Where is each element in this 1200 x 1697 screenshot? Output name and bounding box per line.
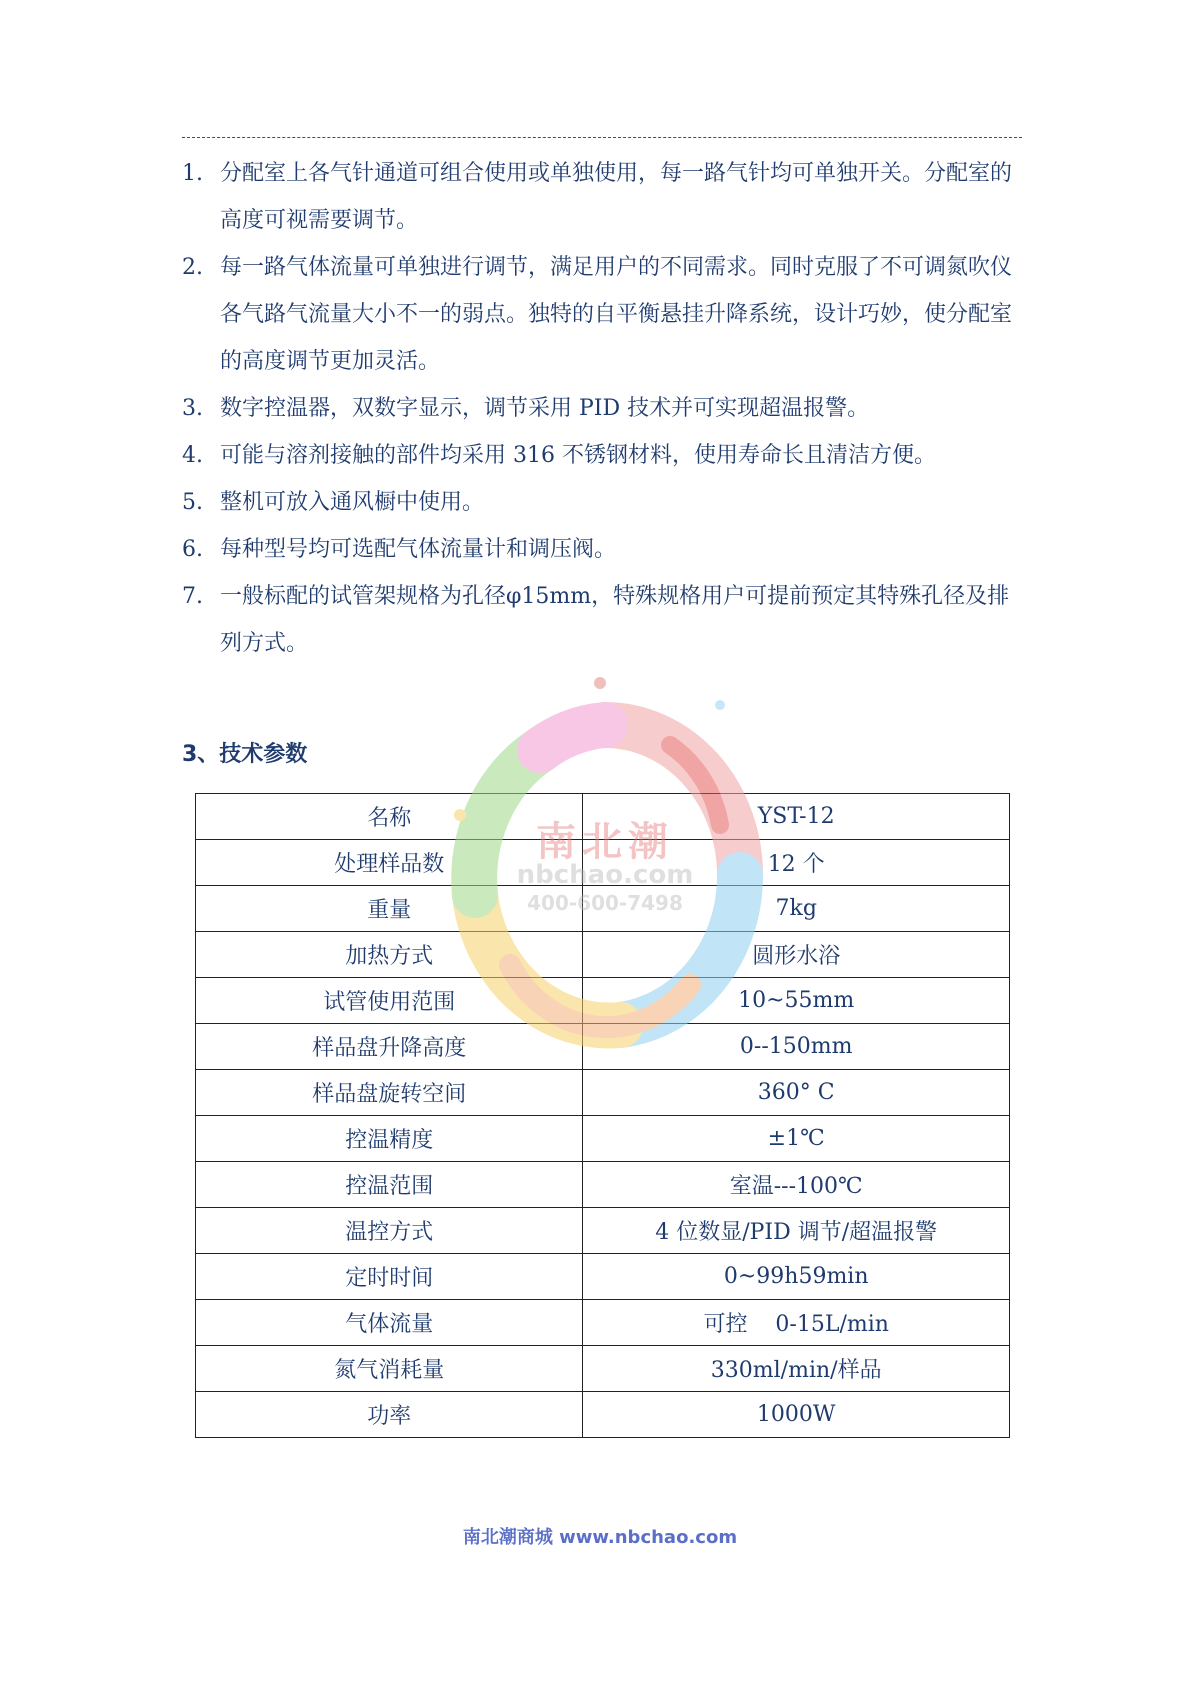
param-value: 可控 0-15L/min <box>583 1300 1010 1346</box>
table-row <box>196 1300 1010 1346</box>
param-name: 定时时间 <box>196 1254 583 1300</box>
param-value: 330ml/min/样品 <box>583 1346 1010 1392</box>
footer-text[interactable]: 南北潮商城 www.nbchao.com <box>462 1527 738 1548</box>
feature-list <box>182 150 1027 667</box>
table-row <box>196 1392 1010 1438</box>
param-name: 样品盘升降高度 <box>196 1024 583 1070</box>
table-row <box>196 1070 1010 1116</box>
param-value: 7kg <box>583 886 1010 932</box>
tech-params-table <box>195 793 1010 1438</box>
table-row <box>196 1116 1010 1162</box>
param-name: 控温范围 <box>196 1162 583 1208</box>
section-title: 3、技术参数 <box>182 742 308 767</box>
table-row <box>196 1208 1010 1254</box>
feature-number: 3. <box>182 396 203 421</box>
param-value: 10~55mm <box>583 978 1010 1024</box>
watermark-url: nbchao.com <box>516 860 694 890</box>
feature-item <box>182 385 1027 432</box>
table-row <box>196 1254 1010 1300</box>
param-value: ±1℃ <box>583 1116 1010 1162</box>
feature-item <box>182 150 1027 244</box>
param-name: 名称 <box>196 794 583 840</box>
feature-number: 6. <box>182 537 203 562</box>
feature-item <box>182 479 1027 526</box>
table-row <box>196 1346 1010 1392</box>
feature-number: 4. <box>182 443 203 468</box>
param-value: 0--150mm <box>583 1024 1010 1070</box>
feature-text: 每种型号均可选配气体流量计和调压阀。 <box>220 537 617 562</box>
feature-number: 2. <box>182 255 203 280</box>
param-value: 1000W <box>583 1392 1010 1438</box>
param-value: 4 位数显/PID 调节/超温报警 <box>583 1208 1010 1254</box>
table-row <box>196 794 1010 840</box>
table-row <box>196 932 1010 978</box>
feature-text: 整机可放入通风橱中使用。 <box>220 490 485 515</box>
feature-text: 可能与溶剂接触的部件均采用 316 不锈钢材料，使用寿命长且清洁方便。 <box>220 443 936 468</box>
feature-number: 1. <box>182 161 203 186</box>
param-value: 圆形水浴 <box>583 932 1010 978</box>
feature-text: 数字控温器，双数字显示，调节采用 PID 技术并可实现超温报警。 <box>220 396 870 421</box>
param-name: 处理样品数 <box>196 840 583 886</box>
feature-item <box>182 244 1027 385</box>
feature-item <box>182 526 1027 573</box>
param-value: 360° C <box>583 1070 1010 1116</box>
param-name: 重量 <box>196 886 583 932</box>
param-name: 控温精度 <box>196 1116 583 1162</box>
param-value: YST-12 <box>583 794 1010 840</box>
table-row <box>196 886 1010 932</box>
param-value: 室温---100℃ <box>583 1162 1010 1208</box>
watermark-tel: 400-600-7498 <box>527 891 683 915</box>
param-name: 功率 <box>196 1392 583 1438</box>
param-name: 样品盘旋转空间 <box>196 1070 583 1116</box>
header-divider <box>182 137 1022 138</box>
param-value: 0~99h59min <box>583 1254 1010 1300</box>
table-row <box>196 840 1010 886</box>
feature-text: 每一路气体流量可单独进行调节，满足用户的不同需求。同时克服了不可调氮吹仪各气路气流量大小不一的弱点。独特的自平衡悬挂升降系统，设计巧妙，使分配室的高度调节更加灵活。 <box>220 255 1013 374</box>
table-row <box>196 1162 1010 1208</box>
param-value: 12 个 <box>583 840 1010 886</box>
param-name: 氮气消耗量 <box>196 1346 583 1392</box>
feature-number: 5. <box>182 490 203 515</box>
param-name: 加热方式 <box>196 932 583 978</box>
param-name: 气体流量 <box>196 1300 583 1346</box>
table-row <box>196 978 1010 1024</box>
feature-item <box>182 432 1027 479</box>
feature-text: 一般标配的试管架规格为孔径φ15mm，特殊规格用户可提前预定其特殊孔径及排列方式。 <box>220 584 1010 656</box>
watermark-cn: 南北潮 <box>536 819 674 865</box>
feature-text: 分配室上各气针通道可组合使用或单独使用，每一路气针均可单独开关。分配室的高度可视需要调节。 <box>220 161 1013 233</box>
table-row <box>196 1024 1010 1070</box>
param-name: 试管使用范围 <box>196 978 583 1024</box>
param-name: 温控方式 <box>196 1208 583 1254</box>
feature-number: 7. <box>182 584 203 609</box>
feature-item <box>182 573 1027 667</box>
